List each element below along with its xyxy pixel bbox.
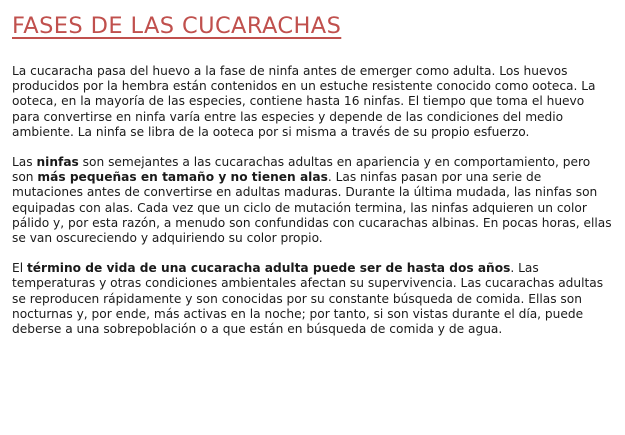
bold-run-nymphs: ninfas: [36, 155, 79, 170]
text-run: . Las ninfas pasan por una serie de mutaciones antes de convertirse en adultas maduras. Durante la última mudada, las ninfas son equipadas con alas. Cada vez que un ciclo de mutación termina, las ninfas adquieren un color pálido y, por esta razón, a menudo son confundidas con cucarachas albinas. En pocas horas, ellas se van oscureciendo y adquiriendo su color propio.: [12, 170, 612, 246]
page-title: FASES DE LAS CUCARACHAS: [12, 13, 342, 39]
paragraph-lifespan: [12, 261, 612, 337]
paragraph-life-stages: La cucaracha pasa del huevo a la fase de ninfa antes de emerger como adulta. Los huevos producidos por la hembra están contenidos en un estuche resistente conocido como ooteca. La ooteca, en la mayoría de las especies, contiene hasta 16 ninfas. El tiempo que toma el huevo para convertirse en ninfa varía entre las especies y depende de las condiciones del medio ambiente. La ninfa se libra de la ooteca por si misma a través de su propio esfuerzo.: [12, 64, 596, 139]
text-run: El: [12, 261, 27, 276]
document-page: [12, 8, 612, 337]
text-run: . Las temperaturas y otras condiciones ambientales afectan su supervivencia. Las cucarachas adultas se reproducen rápidamente y son conocidas por su constante búsqueda de comida. Ellas son nocturnas y, por ende, más activas en la noche; por tanto, si son vistas durante el día, puede deberse a una sobrepoblación o a que están en búsqueda de comida y de agua.: [12, 261, 604, 337]
paragraph-nymphs: [12, 155, 612, 246]
text-run: Las: [12, 155, 37, 170]
text-run: son semejantes a las cucarachas adultas en apariencia y en comportamiento, pero son: [12, 155, 591, 185]
bold-run-smaller-no-wings: más pequeñas en tamaño y no tienen alas: [37, 170, 328, 185]
bold-run-lifespan: término de vida de una cucaracha adulta puede ser de hasta dos años: [26, 261, 511, 276]
